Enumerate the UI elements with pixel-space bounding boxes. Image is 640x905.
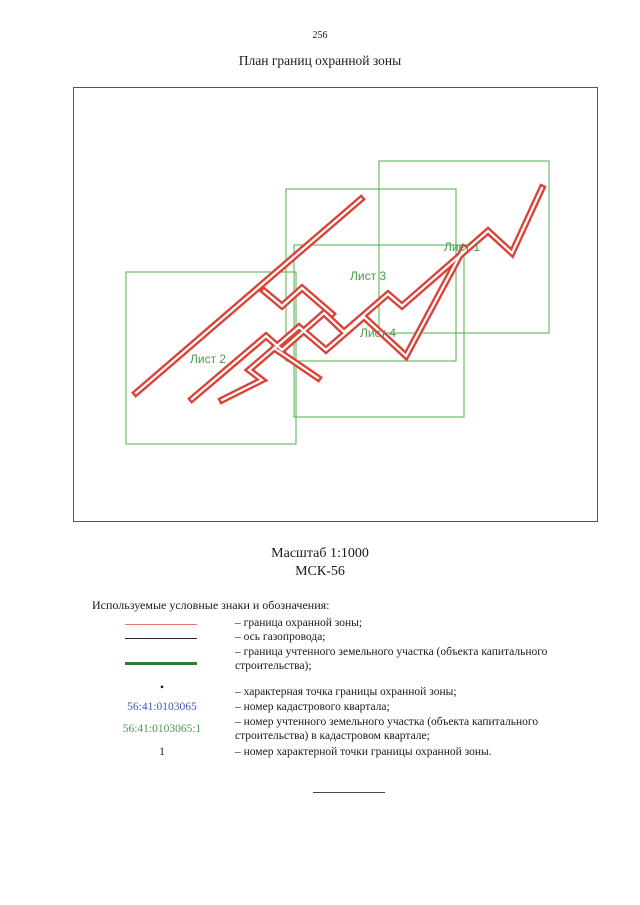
- legend-symbol-cadastral-quarter: 56:41:0103065: [127, 701, 197, 713]
- map-frame: [73, 87, 598, 522]
- legend-row-parcel-boundary: [92, 645, 592, 675]
- legend-desc: – характерная точка границы охранной зоны;: [235, 686, 457, 698]
- legend-desc: – номер кадастрового квартала;: [235, 701, 390, 713]
- page-title: План границ охранной зоны: [238, 53, 402, 68]
- legend-row-cadastral-quarter: [92, 700, 592, 714]
- legend-symbol-pipeline-axis: [125, 638, 197, 639]
- protection-zone-map: [74, 88, 599, 523]
- legend-row-point-number: [92, 745, 592, 759]
- scale-block: [0, 545, 640, 581]
- bottom-divider: [313, 792, 385, 793]
- legend-symbol-parcel-boundary: [125, 662, 197, 665]
- legend-row-boundary-point: [92, 682, 592, 699]
- zone-inner-center: [192, 188, 542, 399]
- page-number: 256: [312, 30, 328, 41]
- legend-symbol-zone-boundary: [125, 624, 197, 625]
- legend-desc: – номер учтенного земельного участка (объекта капитального строительства) в кадастровом квартале;: [235, 716, 539, 742]
- crs-text: МСК-56: [295, 564, 345, 579]
- legend-desc: – граница учтенного земельного участка (объекта капитального строительства);: [235, 646, 548, 672]
- scale-text: Масштаб 1:1000: [271, 546, 369, 561]
- zone-inner-lower: [222, 248, 464, 400]
- legend-row-zone-boundary: [92, 616, 592, 630]
- legend-row-parcel-number: [92, 715, 592, 743]
- zone-outline-center: [192, 188, 542, 399]
- sheet-label-1: Лист 1: [444, 240, 481, 254]
- legend-symbol-point: •: [159, 682, 165, 694]
- legend-symbol-point-number: 1: [159, 746, 165, 758]
- sheet-label-2: Лист 2: [190, 352, 227, 366]
- legend-symbol-parcel-number: 56:41:0103065:1: [122, 723, 202, 735]
- legend-row-pipeline-axis: [92, 630, 592, 644]
- legend-desc: – ось газопровода;: [235, 631, 326, 643]
- sheet-label-3: Лист 3: [350, 269, 387, 283]
- legend-heading: Используемые условные знаки и обозначения:: [92, 598, 330, 612]
- legend-desc: – номер характерной точки границы охранной зоны.: [235, 746, 492, 758]
- legend-desc: – граница охранной зоны;: [235, 617, 363, 629]
- zone-inner-main: [136, 199, 361, 393]
- sheet-label-4: Лист 4: [360, 326, 397, 340]
